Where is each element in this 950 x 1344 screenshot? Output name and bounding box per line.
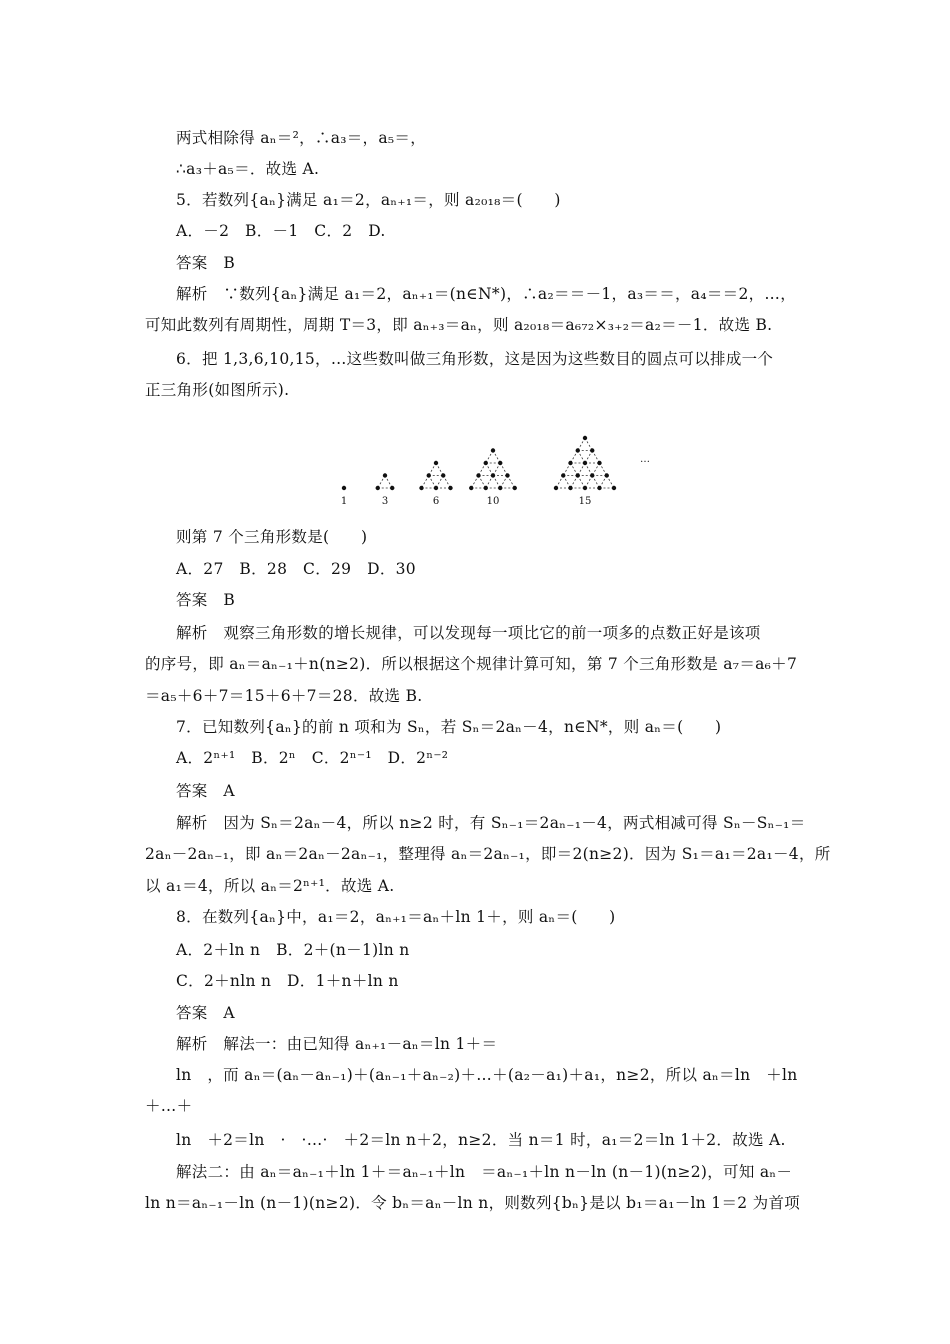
analysis-line: 解析 解法一：由已知得 aₙ₊₁－aₙ＝ln 1＋＝ xyxy=(176,1035,498,1053)
dot xyxy=(427,473,431,477)
dot xyxy=(390,486,394,490)
dot xyxy=(498,486,502,490)
dot xyxy=(513,486,517,490)
answer-line: 答案 B xyxy=(176,254,236,272)
dot xyxy=(597,486,601,490)
analysis-line: 解析 因为 Sₙ＝2aₙ－4，所以 n≥2 时，有 Sₙ₋₁＝2aₙ₋₁－4，两式相减可得 Sₙ－Sₙ₋₁＝ xyxy=(176,814,806,832)
dot xyxy=(576,448,580,452)
options-line: A．2＋ln n B．2＋(n－1)ln n xyxy=(176,941,410,959)
dot xyxy=(342,486,346,490)
analysis-line: ＋…＋ xyxy=(145,1097,193,1115)
answer-line: 答案 A xyxy=(176,1004,235,1022)
analysis-line: 解析 观察三角形数的增长规律，可以发现每一项比它的前一项多的点数正好是该项 xyxy=(176,624,761,642)
analysis-line: ln ，而 aₙ＝(aₙ－aₙ₋₁)＋(aₙ₋₁＋aₙ₋₂)＋…＋(a₂－a₁)＋a₁，n≥2，所以 aₙ＝ln ＋ln xyxy=(176,1066,798,1084)
dot xyxy=(568,461,572,465)
text-line: 两式相除得 aₙ＝²，∴a₃＝，a₅＝， xyxy=(176,129,426,147)
dot xyxy=(383,473,387,477)
options-line: A．27 B．28 C．29 D．30 xyxy=(176,560,416,578)
dot xyxy=(583,461,587,465)
dot xyxy=(476,473,480,477)
dot xyxy=(469,486,473,490)
analysis-line: 解法二：由 aₙ＝aₙ₋₁＋ln 1＋＝aₙ₋₁＋ln ＝aₙ₋₁＋ln n－ln (n－1)(n≥2)，可知 aₙ－ xyxy=(176,1163,793,1181)
dot xyxy=(583,486,587,490)
dot xyxy=(448,486,452,490)
text-line: 则第 7 个三角形数是( ) xyxy=(176,528,368,546)
dot xyxy=(498,461,502,465)
ellipsis-label: … xyxy=(640,454,650,465)
question-6: 6．把 1,3,6,10,15，…这些数叫做三角形数，这是因为这些数目的圆点可以排成一个 xyxy=(176,350,774,368)
question-7: 7．已知数列{aₙ}的前 n 项和为 Sₙ，若 Sₙ＝2aₙ－4，n∈N*，则 aₙ＝( ) xyxy=(176,718,722,736)
triangle-number-label: 10 xyxy=(486,496,500,507)
triangular-dots-diagram xyxy=(330,432,660,512)
dot xyxy=(434,486,438,490)
answer-line: 答案 B xyxy=(176,591,236,609)
dot xyxy=(561,473,565,477)
options-line: C．2＋nln n D．1＋n＋ln n xyxy=(176,972,399,990)
dot xyxy=(505,473,509,477)
triangle-number-label: 6 xyxy=(432,496,440,507)
dot xyxy=(605,473,609,477)
analysis-line: 以 a₁＝4，所以 aₙ＝2ⁿ⁺¹．故选 A. xyxy=(145,877,395,895)
dot xyxy=(554,486,558,490)
dot xyxy=(419,486,423,490)
analysis-line: 的序号，即 aₙ＝aₙ₋₁＋n(n≥2)．所以根据这个规律计算可知，第 7 个三角形数是 a₇＝a₆＋7 xyxy=(145,655,798,673)
options-line: A．－2 B．－1 C．2 D. xyxy=(176,222,386,240)
dot xyxy=(434,461,438,465)
dot xyxy=(441,473,445,477)
dot xyxy=(491,448,495,452)
analysis-line: ln ＋2＝ln · ·…· ＋2＝ln n＋2，n≥2．当 n＝1 时，a₁＝2＝ln 1＋2．故选 A. xyxy=(176,1131,786,1149)
triangle-number-label: 3 xyxy=(381,496,389,507)
triangle-number-label: 15 xyxy=(578,496,592,507)
dot xyxy=(576,473,580,477)
analysis-line: 2aₙ－2aₙ₋₁，即 aₙ＝2aₙ－2aₙ₋₁，整理得 aₙ＝2aₙ₋₁，即＝2(n≥2)．因为 S₁＝a₁＝2a₁－4，所 xyxy=(145,845,831,863)
dot xyxy=(590,448,594,452)
dot xyxy=(491,473,495,477)
text-line: ∴a₃＋a₅＝．故选 A. xyxy=(176,160,320,178)
dot xyxy=(597,461,601,465)
triangle-number-label: 1 xyxy=(340,496,348,507)
dot xyxy=(376,486,380,490)
dot xyxy=(484,486,488,490)
answer-line: 答案 A xyxy=(176,782,235,800)
dot xyxy=(612,486,616,490)
analysis-line: ln n＝aₙ₋₁－ln (n－1)(n≥2)．令 bₙ＝aₙ－ln n，则数列{bₙ}是以 b₁＝a₁－ln 1＝2 为首项 xyxy=(145,1194,801,1212)
text-line: 正三角形(如图所示). xyxy=(145,381,290,399)
analysis-line: 解析 ∵数列{aₙ}满足 a₁＝2，aₙ₊₁＝(n∈N*)，∴a₂＝＝－1，a₃＝＝，a₄＝＝2，…， xyxy=(176,285,797,303)
question-5: 5．若数列{aₙ}满足 a₁＝2，aₙ₊₁＝，则 a₂₀₁₈＝( ) xyxy=(176,191,561,209)
dot xyxy=(484,461,488,465)
question-8: 8．在数列{aₙ}中，a₁＝2，aₙ₊₁＝aₙ＋ln 1＋，则 aₙ＝( ) xyxy=(176,908,616,926)
analysis-line: ＝a₅＋6＋7＝15＋6＋7＝28．故选 B. xyxy=(145,687,423,705)
triangular-numbers-figure xyxy=(330,432,660,512)
analysis-line: 可知此数列有周期性，周期 T＝3，即 aₙ₊₃＝aₙ，则 a₂₀₁₈＝a₆₇₂×₃₊₂＝a₂＝－1．故选 B. xyxy=(145,316,773,334)
dot xyxy=(583,436,587,440)
dot xyxy=(590,473,594,477)
dot xyxy=(568,486,572,490)
options-line: A．2ⁿ⁺¹ B．2ⁿ C．2ⁿ⁻¹ D．2ⁿ⁻² xyxy=(176,749,449,767)
